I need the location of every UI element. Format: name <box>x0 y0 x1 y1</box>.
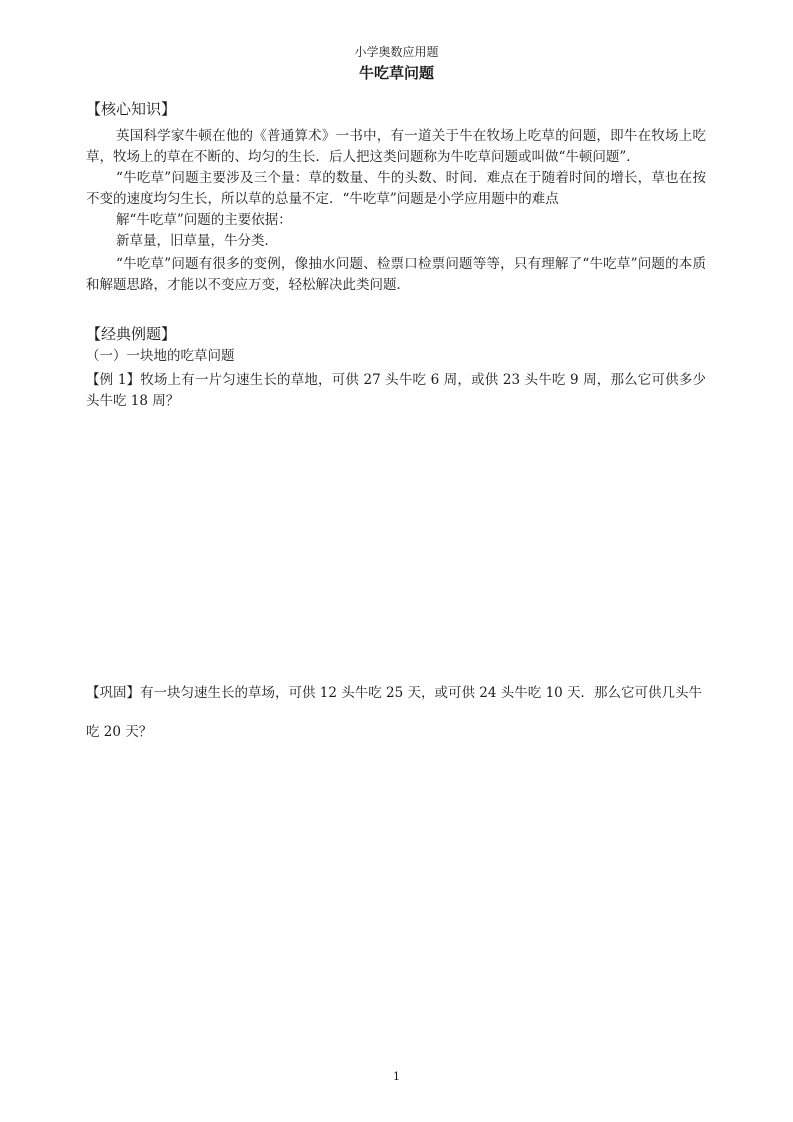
core-knowledge-heading: 【核心知识】 <box>86 100 177 118</box>
consolidate-question-line-1: 【巩固】有一块匀速生长的草场，可供 12 头牛吃 25 天，或可供 24 头牛吃 10 天．那么它可供几头牛 <box>86 685 703 701</box>
examples-subheading: （一）一块地的吃草问题 <box>86 348 235 364</box>
example-1-question: 【例 1】牧场上有一片匀速生长的草地，可供 27 头牛吃 6 周，或供 23 头牛吃 9 周，那么它可供多少头牛吃 18 周？ <box>86 372 706 409</box>
document-subject: 小学奥数应用题 <box>354 45 439 59</box>
consolidate-question-line-2: 吃 20 天？ <box>86 724 153 740</box>
examples-heading: 【经典例题】 <box>86 325 177 343</box>
core-knowledge-paragraph-5: “牛吃草”问题有很多的变例，像抽水问题、检票口检票问题等等，只有理解了“牛吃草”问题的本质和解题思路，才能以不变应万变，轻松解决此类问题． <box>86 256 706 293</box>
document-title: 牛吃草问题 <box>358 64 434 82</box>
core-knowledge-paragraph-2: “牛吃草”问题主要涉及三个量：草的数量、牛的头数、时间．难点在于随着时间的增长，草也在按不变的速度均匀生长，所以草的总量不定．“牛吃草”问题是小学应用题中的难点 <box>86 170 706 207</box>
page-number: 1 <box>393 1070 400 1083</box>
core-knowledge-paragraph-4: 新草量，旧草量，牛分类． <box>116 233 278 249</box>
core-knowledge-paragraph-3: 解“牛吃草”问题的主要依据： <box>116 212 292 228</box>
core-knowledge-paragraph-1: 英国科学家牛顿在他的《普通算术》一书中，有一道关于牛在牧场上吃草的问题，即牛在牧场上吃草，牧场上的草在不断的、均匀的生长．后人把这类问题称为牛吃草问题或叫做“牛顿问题”． <box>86 128 706 165</box>
